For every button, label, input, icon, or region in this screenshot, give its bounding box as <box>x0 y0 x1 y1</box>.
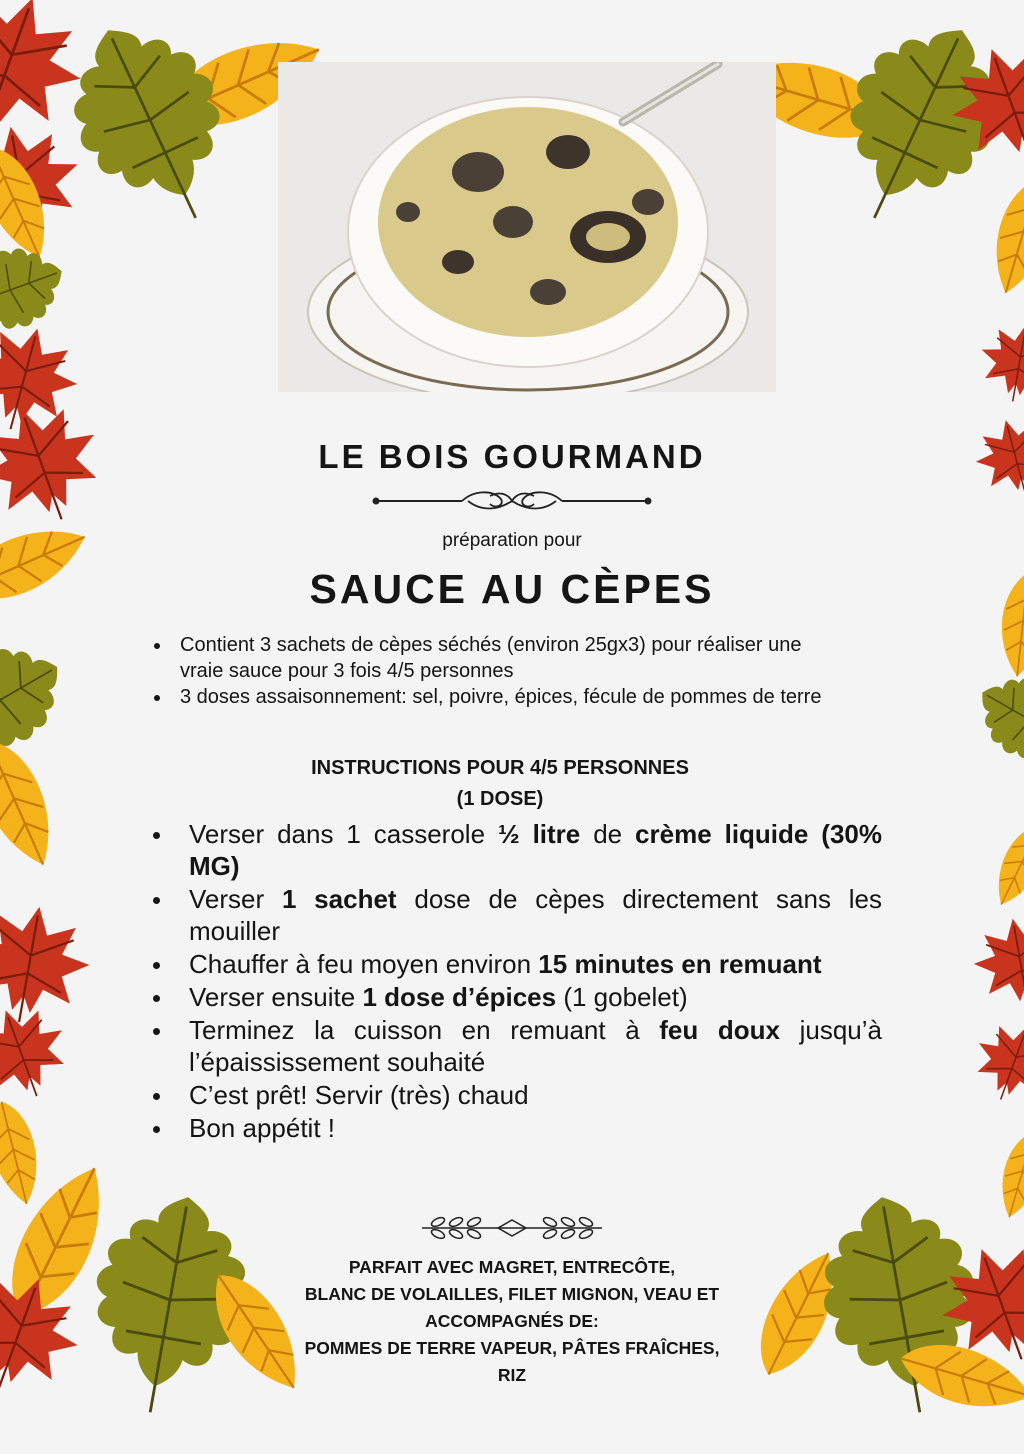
step-emphasis: 15 minutes en remuant <box>538 949 822 979</box>
step-text: jusqu’à l’épaississement souhaité <box>189 1015 882 1077</box>
step-text: Chauffer à feu moyen environ <box>189 949 539 979</box>
pairing-line: RIZ <box>497 1365 527 1385</box>
page-title: SAUCE AU CÈPES <box>309 566 715 612</box>
instructions-heading-line: (1 DOSE) <box>456 788 544 810</box>
step-emphasis: 1 sachet <box>281 884 397 914</box>
step-emphasis: 1 dose d’épices <box>362 982 557 1012</box>
subtitle: préparation pour <box>442 530 582 551</box>
step-item <box>160 818 882 882</box>
sauce-bowl-photo <box>278 62 776 392</box>
step-text: Terminez la cuisson en remuant à <box>189 1015 660 1045</box>
pairing-line: BLANC DE VOLAILLES, FILET MIGNON, VEAU ET <box>304 1284 720 1304</box>
step-item: Bon appétit ! <box>160 1112 882 1144</box>
step-text: Verser dans 1 casserole <box>189 819 498 849</box>
step-text: Verser <box>189 884 282 914</box>
instruction-steps <box>160 818 882 1145</box>
step-text: (1 gobelet) <box>556 982 688 1012</box>
instructions-heading-line: INSTRUCTIONS POUR 4/5 PERSONNES <box>311 757 689 779</box>
step-emphasis: ½ litre <box>497 819 581 849</box>
step-text: Verser ensuite <box>189 982 363 1012</box>
step-emphasis: crème liquide (30% MG) <box>189 819 882 881</box>
contents-list <box>160 632 850 710</box>
ornament-divider <box>370 488 654 514</box>
pairing-line: PARFAIT AVEC MAGRET, ENTRECÔTE, <box>348 1257 676 1277</box>
pairing-line: ACCOMPAGNÉS DE: <box>425 1311 599 1331</box>
step-item: C’est prêt! Servir (très) chaud <box>160 1079 882 1111</box>
step-text: dose de cèpes directement sans les mouiller <box>189 884 882 946</box>
step-item <box>160 883 882 947</box>
step-emphasis: feu doux <box>659 1015 780 1045</box>
step-item <box>160 1014 882 1078</box>
step-text: de <box>580 819 636 849</box>
brand-name: LE BOIS GOURMAND <box>318 438 706 475</box>
pairing-suggestions <box>230 1254 794 1389</box>
list-item: Contient 3 sachets de cèpes séchés (environ 25gx3) pour réaliser une vraie sauce pour 3 fois 4/5 personnes <box>160 632 850 684</box>
pairing-line: POMMES DE TERRE VAPEUR, PÂTES FRAÎCHES, <box>304 1338 720 1358</box>
instructions-heading <box>220 753 780 815</box>
step-item <box>160 948 882 980</box>
list-item: 3 doses assaisonnement: sel, poivre, épices, fécule de pommes de terre <box>160 684 850 710</box>
step-item <box>160 981 882 1013</box>
laurel-ornament <box>418 1214 606 1242</box>
